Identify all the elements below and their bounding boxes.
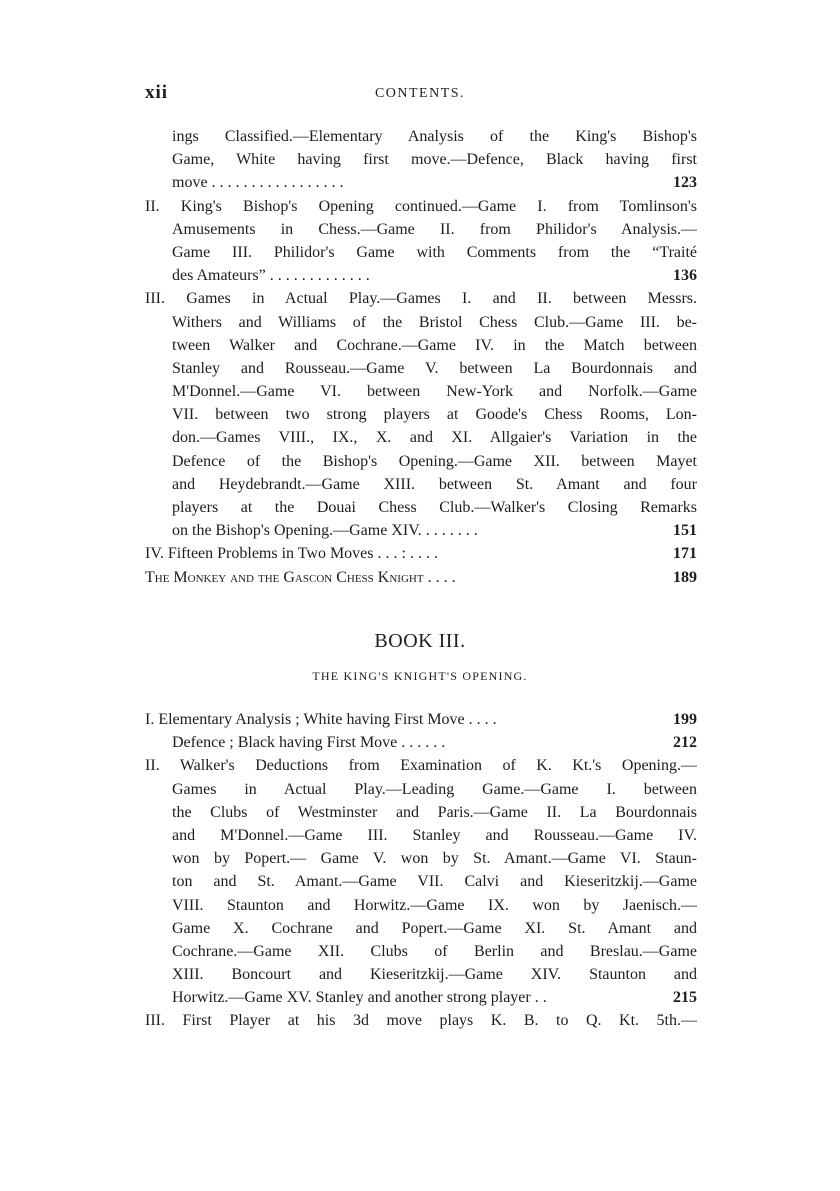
toc-line: M'Donnel.—Game VI. between New-York and Norfolk.—Game bbox=[172, 383, 697, 401]
toc-line: and M'Donnel.—Game III. Stanley and Rousseau.—Game IV. bbox=[172, 826, 697, 844]
page-ref: 189 bbox=[673, 568, 697, 586]
page-ref: 136 bbox=[673, 267, 697, 285]
contents-list-bottom bbox=[145, 708, 697, 1033]
dot-leader: . . . . . . bbox=[397, 734, 446, 752]
dot-leader: . . . . . . . bbox=[421, 522, 478, 540]
toc-line: III. Games in Actual Play.—Games I. and II. between Messrs. bbox=[145, 290, 697, 308]
page-ref: 171 bbox=[673, 545, 697, 563]
dot-leader: . . . . . . . . . . . . . . . . . bbox=[207, 174, 344, 192]
toc-line bbox=[145, 708, 697, 731]
toc-line: don.—Games VIII., IX., X. and XI. Allgaier's Variation in the bbox=[172, 429, 697, 447]
page-ref: 215 bbox=[673, 989, 697, 1007]
toc-line: VII. between two strong players at Goode's Chess Rooms, Lon- bbox=[172, 406, 697, 424]
toc-line bbox=[145, 731, 697, 754]
dot-leader: . . bbox=[530, 989, 547, 1007]
contents-list-top bbox=[145, 125, 697, 589]
book-title: BOOK III. bbox=[374, 630, 466, 652]
toc-line bbox=[145, 986, 697, 1009]
toc-line: XIII. Boncourt and Kieseritzkij.—Game XIV. Staunton and bbox=[172, 966, 697, 984]
toc-line: Game X. Cochrane and Popert.—Game XI. St. Amant and bbox=[172, 919, 697, 937]
dot-leader: . . . . . . . . . . . . . bbox=[265, 267, 370, 285]
running-title: CONTENTS. bbox=[374, 86, 466, 101]
toc-line: ings Classified.—Elementary Analysis of the King's Bishop's bbox=[172, 128, 697, 145]
toc-line: tween Walker and Cochrane.—Game IV. in the Match between bbox=[172, 336, 697, 354]
toc-entry-text: The Monkey and the Gascon Chess Knight . . . . bbox=[145, 568, 456, 586]
page-ref: 212 bbox=[673, 734, 697, 752]
dot-leader: . . . . bbox=[423, 568, 456, 586]
toc-line: Game, White having first move.—Defence, Black having first bbox=[172, 151, 697, 169]
toc-line: Cochrane.—Game XII. Clubs of Berlin and Breslau.—Game bbox=[172, 942, 697, 960]
toc-line bbox=[145, 264, 697, 287]
dot-leader: . . . : . . . . bbox=[373, 545, 438, 563]
toc-line: the Clubs of Westminster and Paris.—Game II. La Bourdonnais bbox=[172, 803, 697, 821]
toc-line: won by Popert.— Game V. won by St. Amant.—Game VI. Staun- bbox=[172, 850, 697, 868]
page-ref: 151 bbox=[673, 522, 697, 540]
toc-line: Defence of the Bishop's Opening.—Game XII. between Mayet bbox=[172, 452, 697, 470]
toc-line: Withers and Williams of the Bristol Chess Club.—Game III. be- bbox=[172, 313, 697, 331]
toc-entry-text: move . . . . . . . . . . . . . . . . . bbox=[172, 174, 344, 192]
page-ref: 199 bbox=[673, 711, 697, 728]
page-ref: 123 bbox=[673, 174, 697, 192]
toc-entry-text: on the Bishop's Opening.—Game XIV. . . . . . . . bbox=[172, 522, 478, 540]
toc-line: Game III. Philidor's Game with Comments from the “Traité bbox=[172, 243, 697, 261]
toc-line: II. King's Bishop's Opening continued.—Game I. from Tomlinson's bbox=[145, 197, 697, 215]
page-number: xii bbox=[145, 82, 169, 103]
toc-line: ton and St. Amant.—Game VII. Calvi and Kieseritzkij.—Game bbox=[172, 873, 697, 891]
toc-line bbox=[145, 566, 697, 589]
toc-line bbox=[145, 542, 697, 565]
toc-entry-text: IV. Fifteen Problems in Two Moves . . . : . . . . bbox=[145, 545, 438, 563]
book-subtitle: THE KING'S KNIGHT'S OPENING. bbox=[312, 669, 528, 683]
toc-line: II. Walker's Deductions from Examination of K. Kt.'s Opening.— bbox=[145, 757, 697, 775]
toc-entry-text: Defence ; Black having First Move . . . . . . bbox=[172, 734, 446, 752]
dot-leader: . . . . bbox=[464, 711, 497, 728]
toc-entry-text: des Amateurs” . . . . . . . . . . . . . bbox=[172, 267, 370, 285]
toc-line: VIII. Staunton and Horwitz.—Game IX. won by Jaenisch.— bbox=[172, 896, 697, 914]
toc-line: Games in Actual Play.—Leading Game.—Game I. between bbox=[172, 780, 697, 798]
toc-line: Stanley and Rousseau.—Game V. between La Bourdonnais and bbox=[172, 359, 697, 377]
toc-entry-text: I. Elementary Analysis ; White having First Move . . . . bbox=[145, 711, 497, 728]
toc-entry-text: Horwitz.—Game XV. Stanley and another strong player . . bbox=[172, 989, 547, 1007]
toc-line bbox=[145, 519, 697, 542]
toc-line: and Heydebrandt.—Game XIII. between St. Amant and four bbox=[172, 475, 697, 493]
toc-line: players at the Douai Chess Club.—Walker's Closing Remarks bbox=[172, 499, 697, 516]
toc-line: III. First Player at his 3d move plays K. B. to Q. Kt. 5th.— bbox=[145, 1012, 697, 1030]
toc-line bbox=[145, 171, 697, 194]
toc-line: Amusements in Chess.—Game II. from Philidor's Analysis.— bbox=[172, 220, 697, 238]
